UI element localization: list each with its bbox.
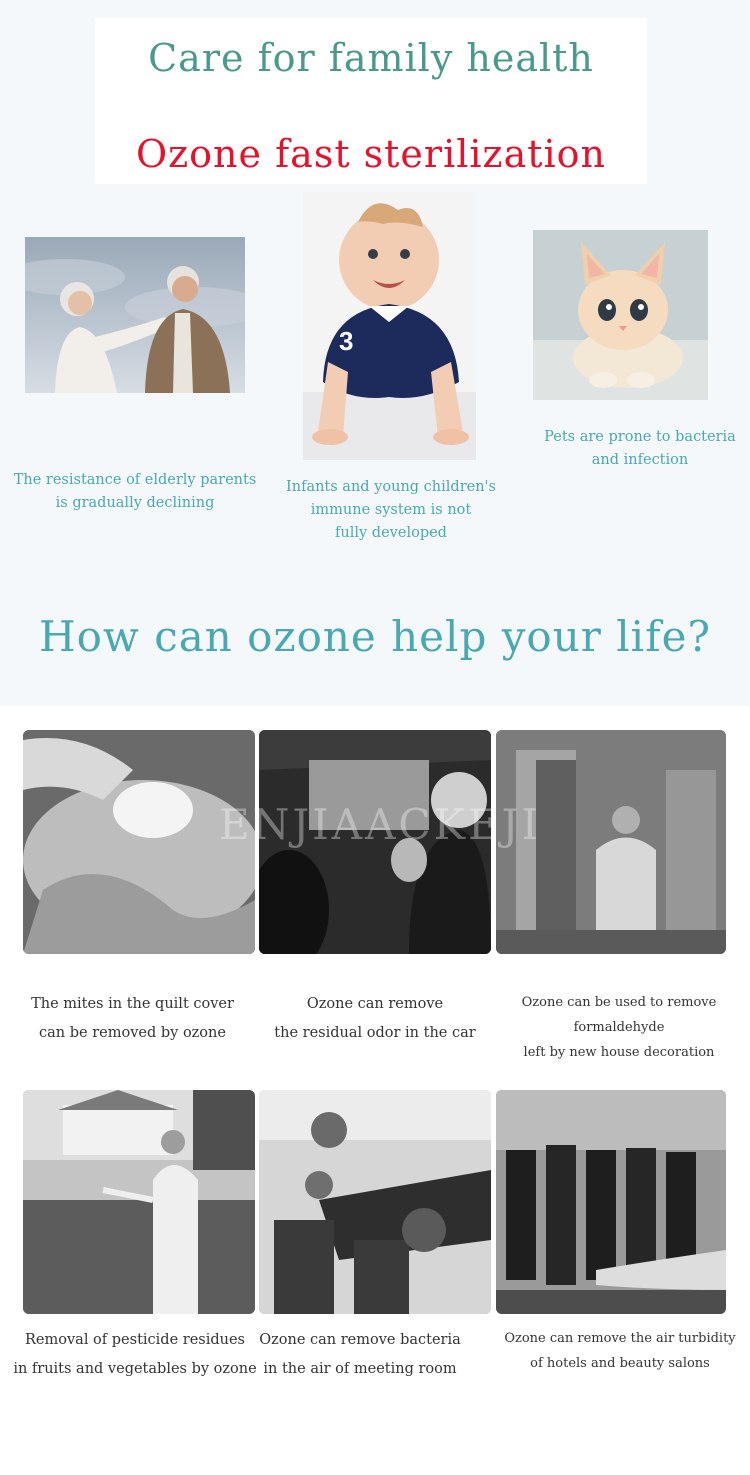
family-health-section bbox=[0, 0, 750, 706]
caption-line: immune system is not bbox=[310, 502, 472, 518]
title-care-family-health: Care for family health bbox=[148, 36, 594, 80]
caption-line: in fruits and vegetables by ozone bbox=[13, 1361, 257, 1377]
watermark-text: ENJIAACKEJI bbox=[218, 800, 542, 849]
caption-line: and infection bbox=[591, 452, 689, 468]
caption-line: can be removed by ozone bbox=[39, 1025, 226, 1041]
caption-line: the residual odor in the car bbox=[274, 1025, 476, 1041]
pesticide-caption bbox=[10, 1326, 260, 1384]
caption-line: The mites in the quilt cover bbox=[31, 996, 234, 1012]
caption-line: is gradually declining bbox=[55, 495, 215, 511]
quilt-mites-caption bbox=[10, 990, 255, 1048]
pesticide-spraying-photo bbox=[23, 1090, 255, 1314]
caption-line: in the air of meeting room bbox=[263, 1361, 457, 1377]
caption-line: Ozone can remove bacteria bbox=[259, 1332, 461, 1348]
infant-caption bbox=[271, 476, 511, 545]
caption-line: The resistance of elderly parents bbox=[13, 472, 257, 488]
caption-line: Ozone can remove the air turbidity bbox=[504, 1331, 736, 1346]
svg-text:3: 3 bbox=[339, 326, 354, 356]
meeting-room-photo bbox=[259, 1090, 491, 1314]
caption-line: Removal of pesticide residues bbox=[25, 1332, 245, 1348]
caption-line: Infants and young children's bbox=[286, 479, 496, 495]
formaldehyde-caption bbox=[488, 990, 750, 1065]
baby-photo bbox=[303, 192, 476, 460]
title-ozone-sterilization: Ozone fast sterilization bbox=[136, 132, 606, 176]
hotel-staff-photo bbox=[496, 1090, 726, 1314]
elderly-caption bbox=[10, 469, 260, 515]
meeting-room-caption bbox=[245, 1326, 475, 1384]
caption-line: left by new house decoration bbox=[523, 1045, 715, 1060]
caption-line: fully developed bbox=[335, 525, 447, 541]
caption-line: Pets are prone to bacteria bbox=[544, 429, 736, 445]
title-banner bbox=[95, 18, 647, 184]
how-can-ozone-help-heading: How can ozone help your life? bbox=[39, 612, 711, 661]
caption-line: of hotels and beauty salons bbox=[530, 1356, 710, 1371]
car-odor-caption bbox=[255, 990, 495, 1048]
kitten-photo bbox=[533, 230, 708, 400]
pets-caption bbox=[520, 426, 750, 472]
hotel-turbidity-caption bbox=[500, 1326, 740, 1376]
caption-line: Ozone can be used to remove formaldehyde bbox=[521, 995, 717, 1035]
caption-line: Ozone can remove bbox=[306, 996, 444, 1012]
elderly-couple-photo bbox=[25, 237, 245, 393]
